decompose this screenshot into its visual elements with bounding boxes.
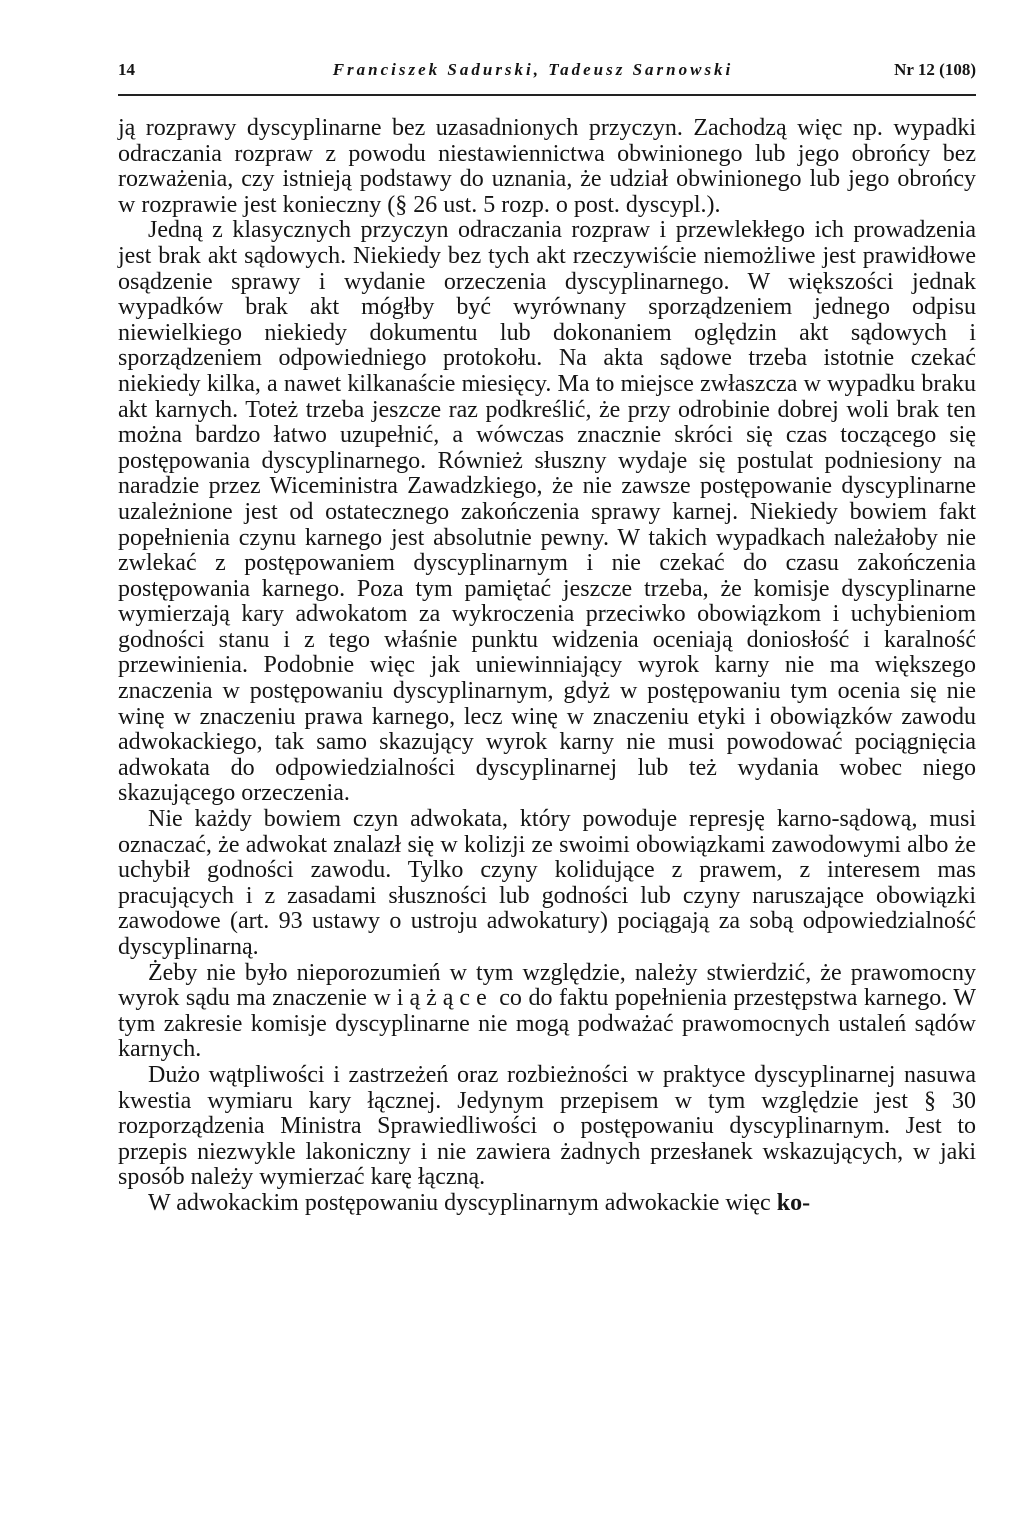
paragraph-text: Żeby nie było nieporozumień w tym względzie, należy stwierdzić, że prawomocny wyrok sądu ma znaczenie (118, 959, 976, 1012)
paragraph-continuation: ją rozprawy dyscyplinarne bez uzasadnionych przyczyn. Zachodzą więc np. wypadki odraczania rozpraw z powodu niestawiennictwa obwinionego lub jego obrońcy bez rozważenia, czy istnieją podstawy do uznania, że udział obwinionego lub jego obrońcy w rozprawie jest konieczny (§ 26 ust. 5 rozp. o post. dyscypl.). (118, 115, 976, 218)
body-text (118, 116, 976, 1217)
emphasized-word: wiążące (373, 985, 493, 1012)
paragraph-text: co do faktu popełnienia przestępstwa karnego. W tym zakresie komisje dyscyplinarne nie mogą podważać prawomocnych ustaleń sądów karnych. (118, 985, 977, 1063)
paragraph-disciplinary-liability: Nie każdy bowiem czyn adwokata, który powoduje represję karno-sądową, musi oznaczać, że adwokat znalazł się w kolizji ze swoimi obowiązkami zawodowymi albo że uchybił godności zawodu. Tylko czyny kolidujące z prawem, z interesem mas pracujących i z zasadami słuszności lub godności lub czyny naruszające obowiązki zawodowe (art. 93 ustawy o ustroju adwokatury) pociągają za sobą odpowiedzialność dyscyplinarną. (118, 806, 976, 960)
header-rule (118, 94, 976, 96)
issue-number: Nr 12 (108) (894, 60, 976, 79)
running-title: Franciszek Sadurski, Tadeusz Sarnowski (332, 60, 734, 79)
running-header (118, 60, 976, 90)
page-number: 14 (118, 60, 135, 79)
paragraph-binding-judgment (118, 961, 976, 1063)
bold-word-fragment: ko- (776, 1189, 811, 1216)
paragraph-case-files: Jedną z klasycznych przyczyn odraczania rozpraw i przewlekłego ich prowadzenia jest brak akt sądowych. Niekiedy bez tych akt rzeczywiście niemożliwe jest prawidłowe osądzenie sprawy i wydanie orzeczenia dyscyplinarnego. W większości jednak wypadków brak akt mógłby być wyrównany sporządzeniem jednego odpisu niewielkiego niekiedy dokumentu lub dokonaniem oględzin akt sądowych i sporządzeniem odpowiedniego protokołu. Na akta sądowe trzeba istotnie czekać niekiedy kilka, a nawet kilkanaście miesięcy. Ma to miejsce zwłaszcza w wypadku braku akt karnych. Toteż trzeba jeszcze raz podkreślić, że przy odrobinie dobrej woli brak ten można bardzo łatwo uzupełnić, a wówczas znacznie skróci się czas toczącego się postępowania dyscyplinarnego. Również słuszny wydaje się postulat podniesiony na naradzie przez Wiceministra Zawadzkiego, że nie zawsze postępowanie dyscyplinarne uzależnione jest od ostatecznego zakończenia sprawy karnej. Niekiedy bowiem fakt popełnienia czynu karnego jest absolutnie pewny. W takich wypadkach należałoby nie zwlekać z postępowaniem dyscyplinarnym i nie czekać do czasu zakończenia postępowania karnego. Poza tym pamiętać jeszcze trzeba, że komisje dyscyplinarne wymierzają kary adwokatom za wykroczenia przeciwko obowiązkom i uchybieniom godności stanu i z tego właśnie punktu widzenia oceniają doniosłość i karalność przewinienia. Podobnie więc jak uniewinniający wyrok karny nie ma większego znaczenia w postępowaniu dyscyplinarnym, gdyż w postępowaniu tym ocenia się nie winę w znaczeniu prawa karnego, lecz winę w znaczeniu etyki i obowiązków zawodu adwokackiego, tak samo skazujący wyrok karny nie musi powodować pociągnięcia adwokata do odpowiedzialności dyscyplinarnej lub też wydania wobec niego skazującego orzeczenia. (118, 217, 976, 807)
paragraph-combined-penalty: Dużo wątpliwości i zastrzeżeń oraz rozbieżności w praktyce dyscyplinarnej nasuwa kwestia wymiaru kary łącznej. Jedynym przepisem w tym względzie jest § 30 rozporządzenia Ministra Sprawiedliwości o postępowaniu dyscyplinarnym. Jest to przepis niezwykle lakoniczny i nie zawiera żadnych przesłanek wskazujących, w jaki sposób należy wymierzać karę łączną. (118, 1061, 976, 1191)
paragraph-final (118, 1191, 976, 1217)
paragraph-text: W adwokackim postępowaniu dyscyplinarnym adwokackie więc (148, 1189, 777, 1216)
